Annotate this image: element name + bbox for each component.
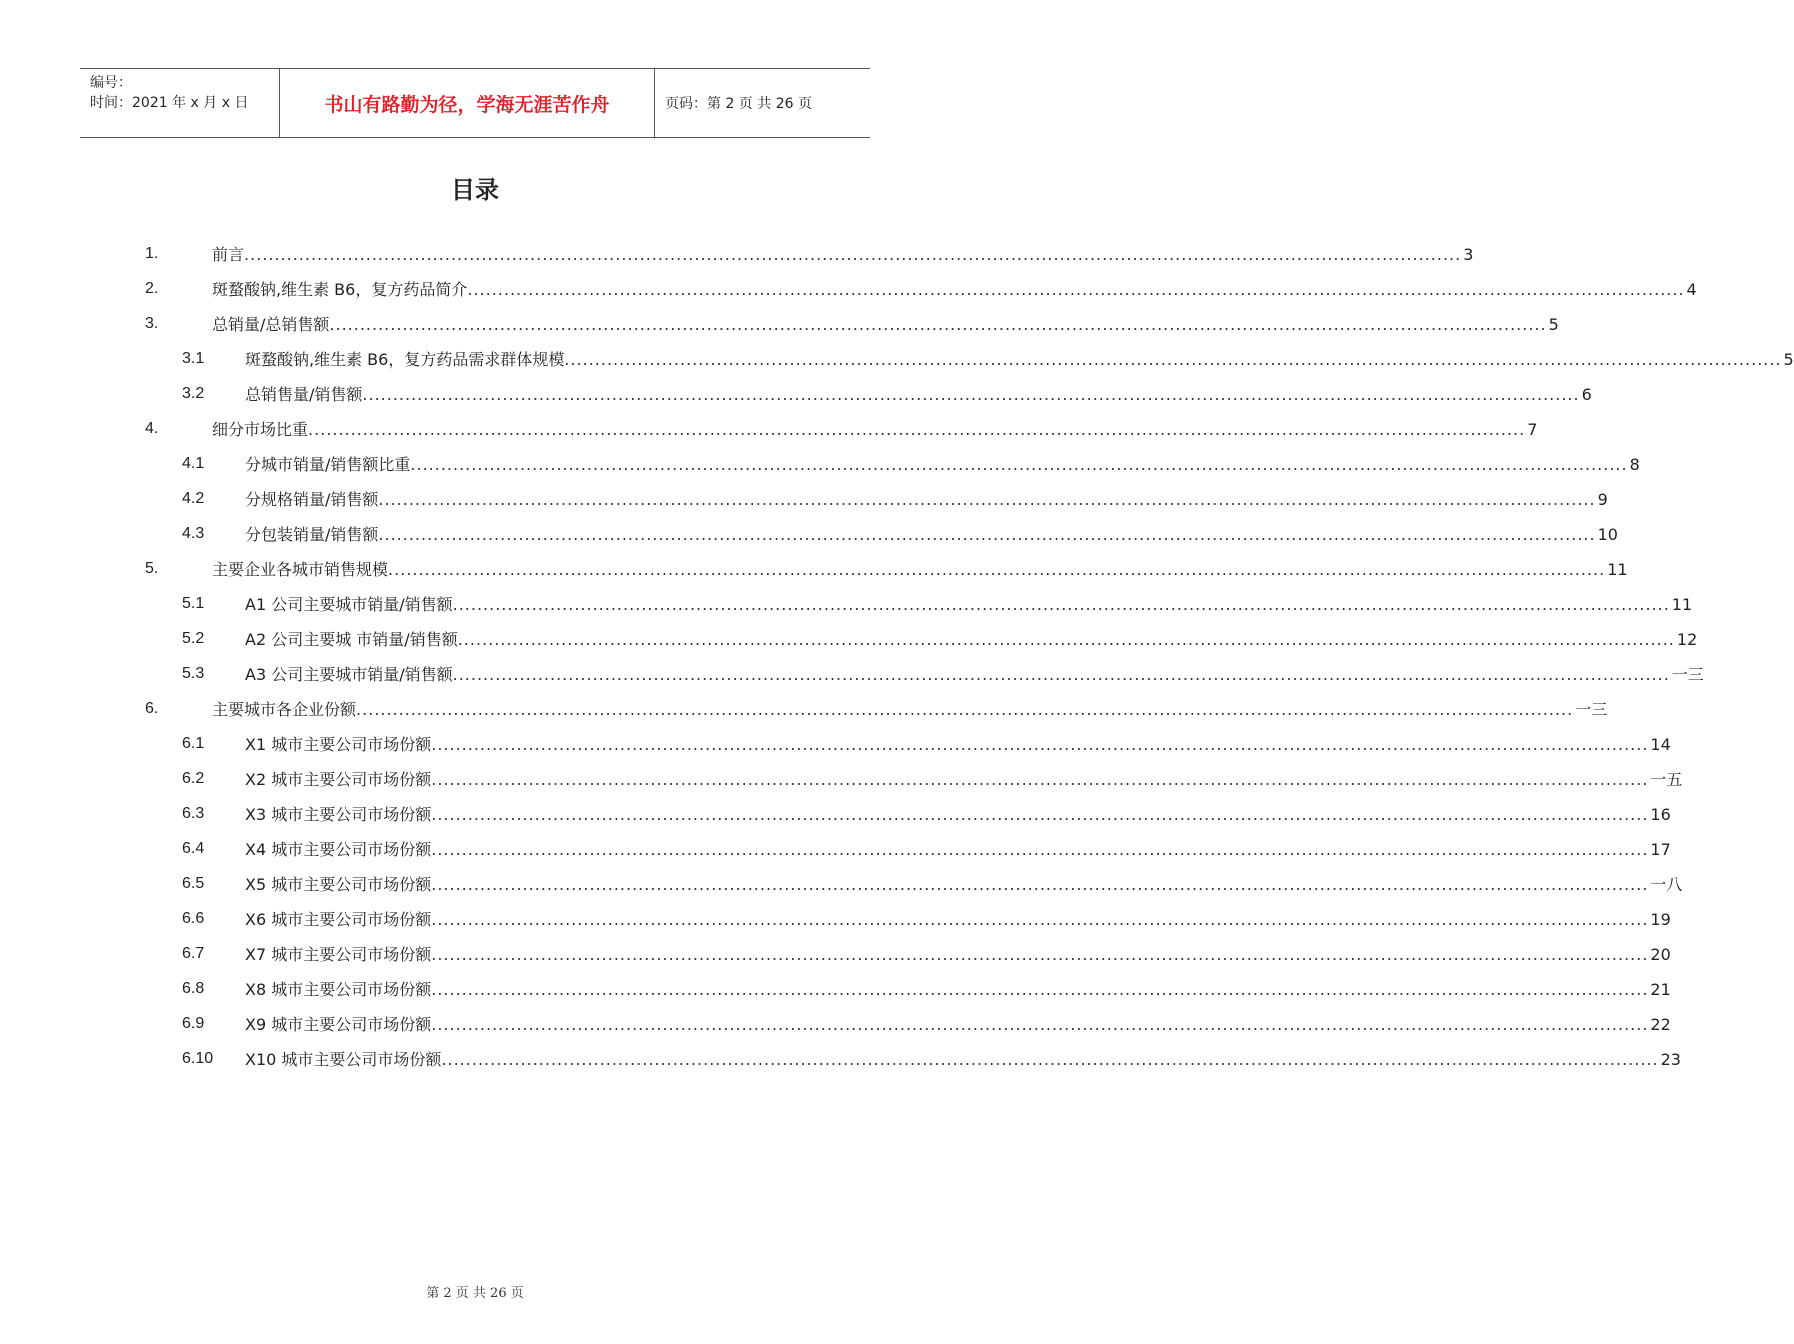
toc-entry-number: 6.2 — [182, 769, 205, 787]
toc-entry-label: 主要企业各城市销售规模 — [212, 560, 389, 579]
toc-entry[interactable] — [145, 341, 1794, 376]
toc-entry-page: 一三 — [1671, 665, 1704, 684]
toc-entry[interactable] — [145, 1006, 1671, 1041]
table-of-contents — [145, 236, 1794, 1076]
toc-entry-page: 一三 — [1575, 700, 1608, 719]
toc-entry-label: 主要城市各企业份额 — [212, 700, 357, 719]
toc-entry-number: 6. — [145, 699, 159, 717]
toc-entry-body — [212, 242, 1474, 265]
toc-entry-page: 7 — [1527, 420, 1538, 439]
toc-entry-page: 23 — [1660, 1050, 1681, 1069]
toc-entry-label: A2 公司主要城 市销量/销售额 — [245, 630, 458, 649]
toc-entry-label: X1 城市主要公司市场份额 — [245, 735, 432, 754]
toc-dot-leader: ........................................................................................................................................................................................................ — [431, 910, 1649, 929]
toc-entry[interactable] — [145, 761, 1683, 796]
toc-entry-label: X8 城市主要公司市场份额 — [245, 980, 432, 999]
toc-entry-page: 22 — [1650, 1015, 1671, 1034]
toc-entry-page: 4 — [1686, 280, 1697, 299]
toc-dot-leader: ........................................................................................................................................................................................................ — [431, 840, 1649, 859]
toc-entry-number: 1. — [145, 244, 159, 262]
toc-dot-leader: ........................................................................................................................................................................................................ — [431, 805, 1649, 824]
page-footer: 第 2 页 共 26 页 — [426, 1286, 524, 1301]
toc-entry-number: 4.2 — [182, 489, 205, 507]
toc-dot-leader: ........................................................................................................................................................................................................ — [410, 455, 1628, 474]
toc-entry-number: 5. — [145, 559, 159, 577]
toc-entry[interactable] — [145, 866, 1683, 901]
header-meta — [80, 69, 280, 137]
toc-entry-label: X9 城市主要公司市场份额 — [245, 1015, 432, 1034]
toc-entry-body — [212, 277, 1697, 300]
toc-dot-leader: ........................................................................................................................................................................................................ — [431, 945, 1649, 964]
header-page-info: 页码：第 2 页 共 26 页 — [665, 96, 812, 112]
toc-entry-body — [245, 592, 1693, 615]
toc-entry-label: 分城市销量/销售额比重 — [245, 455, 411, 474]
toc-entry[interactable] — [145, 306, 1559, 341]
toc-entry-body — [212, 557, 1628, 580]
toc-entry[interactable] — [145, 831, 1671, 866]
toc-entry-page: 11 — [1607, 560, 1628, 579]
toc-dot-leader: ........................................................................................................................................................................................................ — [431, 735, 1649, 754]
toc-entry-number: 6.4 — [182, 839, 205, 857]
toc-entry-body — [245, 662, 1704, 685]
toc-dot-leader: ........................................................................................................................................................................................................ — [457, 630, 1675, 649]
toc-entry-page: 6 — [1581, 385, 1592, 404]
toc-entry-label: X7 城市主要公司市场份额 — [245, 945, 432, 964]
toc-entry-body — [245, 522, 1618, 545]
toc-entry-number: 6.10 — [182, 1049, 214, 1067]
toc-dot-leader: ........................................................................................................................................................................................................ — [564, 350, 1782, 369]
toc-entry-page: 一五 — [1650, 770, 1683, 789]
toc-entry-label: 分包装销量/销售额 — [245, 525, 379, 544]
toc-entry-page: 12 — [1676, 630, 1698, 649]
toc-dot-leader: ........................................................................................................................................................................................................ — [467, 280, 1685, 299]
toc-entry-label: X2 城市主要公司市场份额 — [245, 770, 432, 789]
toc-entry-body — [245, 452, 1640, 475]
toc-entry-page: 19 — [1650, 910, 1671, 929]
toc-entry-page: 11 — [1671, 595, 1693, 614]
toc-entry-page: 10 — [1597, 525, 1618, 544]
toc-entry-number: 5.1 — [182, 594, 205, 612]
toc-entry-body — [245, 837, 1671, 860]
toc-dot-leader: ........................................................................................................................................................................................................ — [378, 490, 1596, 509]
toc-entry[interactable] — [145, 271, 1697, 306]
toc-dot-leader: ........................................................................................................................................................................................................ — [452, 665, 1670, 684]
toc-entry[interactable] — [145, 516, 1618, 551]
toc-entry[interactable] — [145, 236, 1474, 271]
toc-entry-page: 3 — [1463, 245, 1474, 264]
toc-entry[interactable] — [145, 936, 1671, 971]
toc-entry-page: 21 — [1650, 980, 1671, 999]
toc-dot-leader: ........................................................................................................................................................................................................ — [431, 770, 1649, 789]
toc-entry-label: 分规格销量/销售额 — [245, 490, 379, 509]
toc-entry[interactable] — [145, 376, 1592, 411]
toc-entry[interactable] — [145, 551, 1628, 586]
toc-entry-page: 8 — [1629, 455, 1640, 474]
toc-entry-body — [245, 907, 1671, 930]
toc-title: 目录 — [451, 176, 499, 204]
toc-dot-leader: ........................................................................................................................................................................................................ — [362, 385, 1580, 404]
toc-entry-label: 斑蝥酸钠,维生素 B6，复方药品需求群体规模 — [245, 350, 565, 369]
toc-entry-label: 总销售量/销售额 — [245, 385, 363, 404]
toc-entry-label: X6 城市主要公司市场份额 — [245, 910, 432, 929]
toc-entry-body — [245, 347, 1794, 370]
toc-entry-page: 17 — [1650, 840, 1671, 859]
toc-dot-leader: ........................................................................................................................................................................................................ — [308, 420, 1526, 439]
toc-entry-label: X5 城市主要公司市场份额 — [245, 875, 432, 894]
toc-dot-leader: ........................................................................................................................................................................................................ — [244, 245, 1462, 264]
toc-entry-number: 4.1 — [182, 454, 205, 472]
toc-entry-body — [245, 942, 1671, 965]
toc-entry-label: 细分市场比重 — [212, 420, 309, 439]
page-header — [80, 68, 870, 138]
toc-entry-page: 16 — [1650, 805, 1671, 824]
toc-entry[interactable] — [145, 481, 1608, 516]
toc-entry[interactable] — [145, 621, 1698, 656]
toc-entry-label: X4 城市主要公司市场份额 — [245, 840, 432, 859]
toc-entry[interactable] — [145, 586, 1693, 621]
toc-dot-leader: ........................................................................................................................................................................................................ — [431, 875, 1649, 894]
toc-entry-body — [245, 1047, 1681, 1070]
toc-entry-body — [245, 977, 1671, 1000]
toc-dot-leader: ........................................................................................................................................................................................................ — [378, 525, 1596, 544]
toc-entry-body — [245, 382, 1592, 405]
header-motto: 书山有路勤为径，学海无涯苦作舟 — [280, 69, 655, 137]
toc-entry-body — [245, 732, 1671, 755]
toc-entry-number: 6.6 — [182, 909, 205, 927]
document-number-label: 编号： — [90, 75, 132, 91]
toc-entry-body — [212, 417, 1538, 440]
toc-entry-label: A3 公司主要城市销量/销售额 — [245, 665, 453, 684]
toc-entry-number: 4. — [145, 419, 159, 437]
toc-entry[interactable] — [145, 796, 1671, 831]
toc-entry-page: 9 — [1597, 490, 1608, 509]
toc-entry-body — [245, 487, 1608, 510]
toc-entry-body — [245, 1012, 1671, 1035]
toc-entry-page: 14 — [1650, 735, 1671, 754]
toc-entry-label: 总销量/总销售额 — [212, 315, 330, 334]
toc-entry[interactable] — [145, 446, 1640, 481]
toc-entry-page: 5 — [1783, 350, 1794, 369]
toc-entry-number: 6.8 — [182, 979, 205, 997]
toc-dot-leader: ........................................................................................................................................................................................................ — [431, 1015, 1649, 1034]
toc-entry-number: 5.3 — [182, 664, 205, 682]
toc-entry-number: 4.3 — [182, 524, 205, 542]
toc-entry-body — [245, 627, 1698, 650]
toc-entry-label: 前言 — [212, 245, 245, 264]
toc-entry[interactable] — [145, 726, 1671, 761]
toc-entry-page: 一八 — [1650, 875, 1683, 894]
toc-dot-leader: ........................................................................................................................................................................................................ — [329, 315, 1547, 334]
toc-entry-label: X10 城市主要公司市场份额 — [245, 1050, 442, 1069]
document-time-label: 时间：2021 年 x 月 x 日 — [90, 95, 249, 111]
toc-entry[interactable] — [145, 901, 1671, 936]
toc-entry-body — [212, 312, 1559, 335]
toc-entry[interactable] — [145, 1041, 1681, 1076]
toc-entry-number: 5.2 — [182, 629, 205, 647]
toc-entry-number: 6.1 — [182, 734, 205, 752]
toc-dot-leader: ........................................................................................................................................................................................................ — [388, 560, 1606, 579]
toc-entry-number: 6.5 — [182, 874, 205, 892]
toc-entry-number: 2. — [145, 279, 159, 297]
toc-dot-leader: ........................................................................................................................................................................................................ — [356, 700, 1574, 719]
toc-entry-label: A1 公司主要城市销量/销售额 — [245, 595, 453, 614]
toc-entry-number: 6.3 — [182, 804, 205, 822]
toc-entry-number: 6.9 — [182, 1014, 205, 1032]
toc-entry-number: 3. — [145, 314, 159, 332]
toc-entry[interactable] — [145, 691, 1608, 726]
toc-entry-number: 6.7 — [182, 944, 205, 962]
toc-entry-body — [245, 767, 1683, 790]
toc-dot-leader: ........................................................................................................................................................................................................ — [431, 980, 1649, 999]
toc-entry-label: X3 城市主要公司市场份额 — [245, 805, 432, 824]
toc-entry-page: 20 — [1650, 945, 1671, 964]
toc-entry-body — [245, 802, 1671, 825]
toc-dot-leader: ........................................................................................................................................................................................................ — [452, 595, 1670, 614]
toc-entry[interactable] — [145, 971, 1671, 1006]
toc-entry-label: 斑蝥酸钠,维生素 B6，复方药品简介 — [212, 280, 468, 299]
toc-entry-number: 3.1 — [182, 349, 205, 367]
toc-entry-number: 3.2 — [182, 384, 205, 402]
toc-entry-body — [212, 697, 1608, 720]
toc-entry-page: 5 — [1548, 315, 1559, 334]
toc-entry-body — [245, 872, 1683, 895]
toc-entry[interactable] — [145, 656, 1704, 691]
toc-entry[interactable] — [145, 411, 1538, 446]
toc-dot-leader: ........................................................................................................................................................................................................ — [441, 1050, 1659, 1069]
